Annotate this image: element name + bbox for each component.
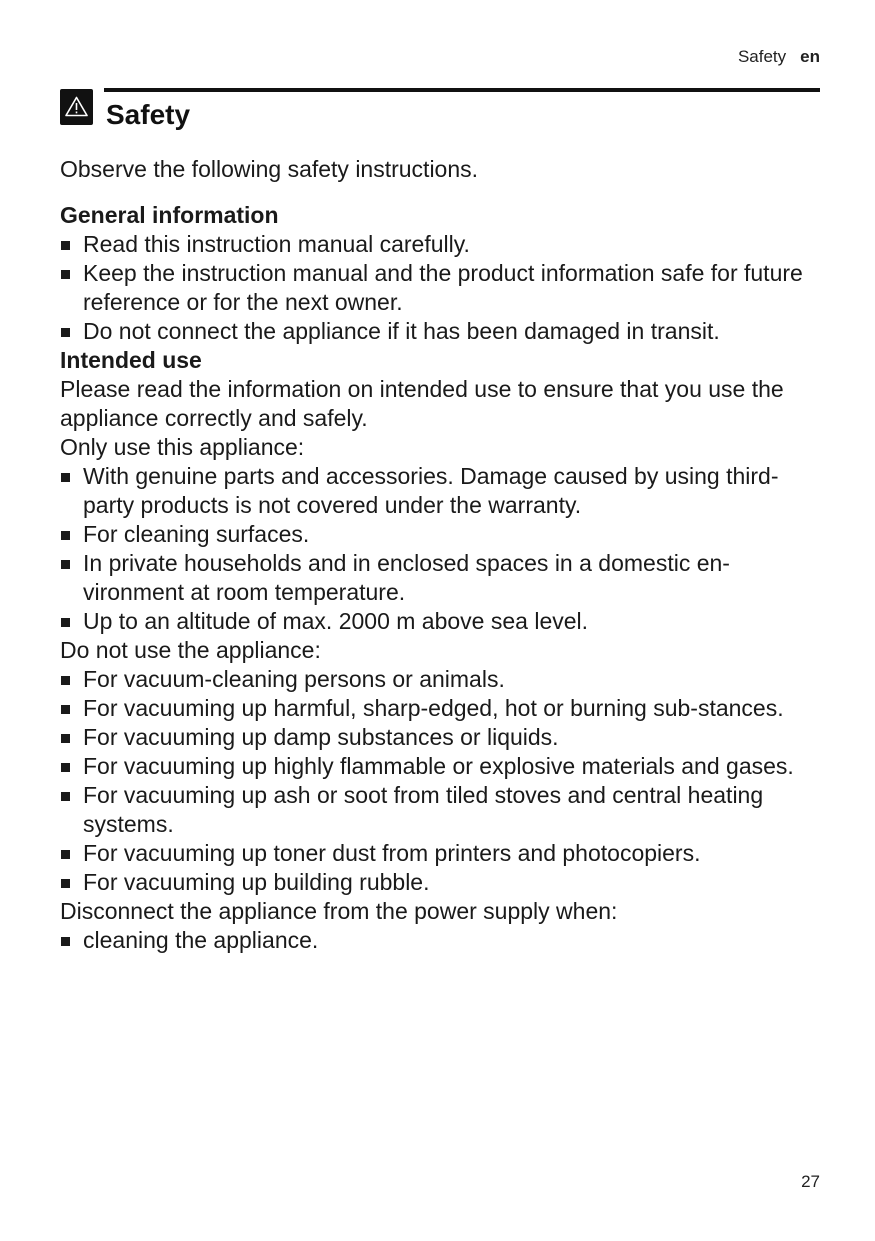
bullet-icon: [61, 560, 70, 569]
bullet-icon: [61, 937, 70, 946]
list-item: For vacuuming up toner dust from printers and photocopiers.: [60, 839, 825, 868]
list-item: For vacuuming up harmful, sharp-edged, hot or burning sub-stances.: [60, 694, 825, 723]
main-content: [60, 155, 825, 955]
do-not-use-label: Do not use the appliance:: [60, 637, 321, 663]
list-item: cleaning the appliance.: [60, 926, 825, 955]
page-title: Safety: [106, 99, 191, 130]
running-head: [738, 47, 820, 67]
intro-text: Observe the following safety instructions.: [60, 156, 479, 182]
do-not-use-list: [60, 665, 825, 897]
list-item: Keep the instruction manual and the product information safe for future reference or for the next owner.: [60, 259, 825, 317]
list-item: For vacuum-cleaning persons or animals.: [60, 665, 825, 694]
only-use-label: Only use this appliance:: [60, 434, 305, 460]
page-number: 27: [801, 1172, 820, 1191]
list-item: For cleaning surfaces.: [60, 520, 825, 549]
list-item: Read this instruction manual carefully.: [60, 230, 825, 259]
intended-use-paragraph: Please read the information on intended use to ensure that you use the appliance correctly and safely.: [60, 376, 784, 431]
disconnect-label: Disconnect the appliance from the power supply when:: [60, 898, 618, 924]
list-item: For vacuuming up highly flammable or explosive materials and gases.: [60, 752, 825, 781]
list-item: For vacuuming up building rubble.: [60, 868, 825, 897]
bullet-icon: [61, 850, 70, 859]
only-use-list: [60, 462, 825, 636]
bullet-icon: [61, 241, 70, 250]
bullet-icon: [61, 705, 70, 714]
bullet-icon: [61, 618, 70, 627]
list-item: Do not connect the appliance if it has been damaged in transit.: [60, 317, 825, 346]
running-head-section: Safety: [737, 47, 787, 66]
general-information-heading: General information: [60, 202, 279, 228]
intended-use-heading: Intended use: [60, 347, 202, 373]
running-head-language: en: [800, 47, 820, 66]
list-item: With genuine parts and accessories. Damage caused by using third-party products is not covered under the warranty.: [60, 462, 825, 520]
bullet-icon: [61, 792, 70, 801]
list-item: For vacuuming up damp substances or liquids.: [60, 723, 825, 752]
bullet-icon: [61, 270, 70, 279]
bullet-icon: [61, 473, 70, 482]
bullet-icon: [61, 676, 70, 685]
title-rule: [104, 88, 820, 92]
bullet-icon: [61, 879, 70, 888]
bullet-icon: [61, 328, 70, 337]
list-item: Up to an altitude of max. 2000 m above sea level.: [60, 607, 825, 636]
list-item: For vacuuming up ash or soot from tiled stoves and central heating systems.: [60, 781, 825, 839]
disconnect-list: [60, 926, 825, 955]
general-information-list: [60, 230, 825, 346]
bullet-icon: [61, 531, 70, 540]
warning-icon: [60, 89, 93, 125]
bullet-icon: [61, 734, 70, 743]
bullet-icon: [61, 763, 70, 772]
list-item: In private households and in enclosed spaces in a domestic en-vironment at room temperature.: [60, 549, 825, 607]
